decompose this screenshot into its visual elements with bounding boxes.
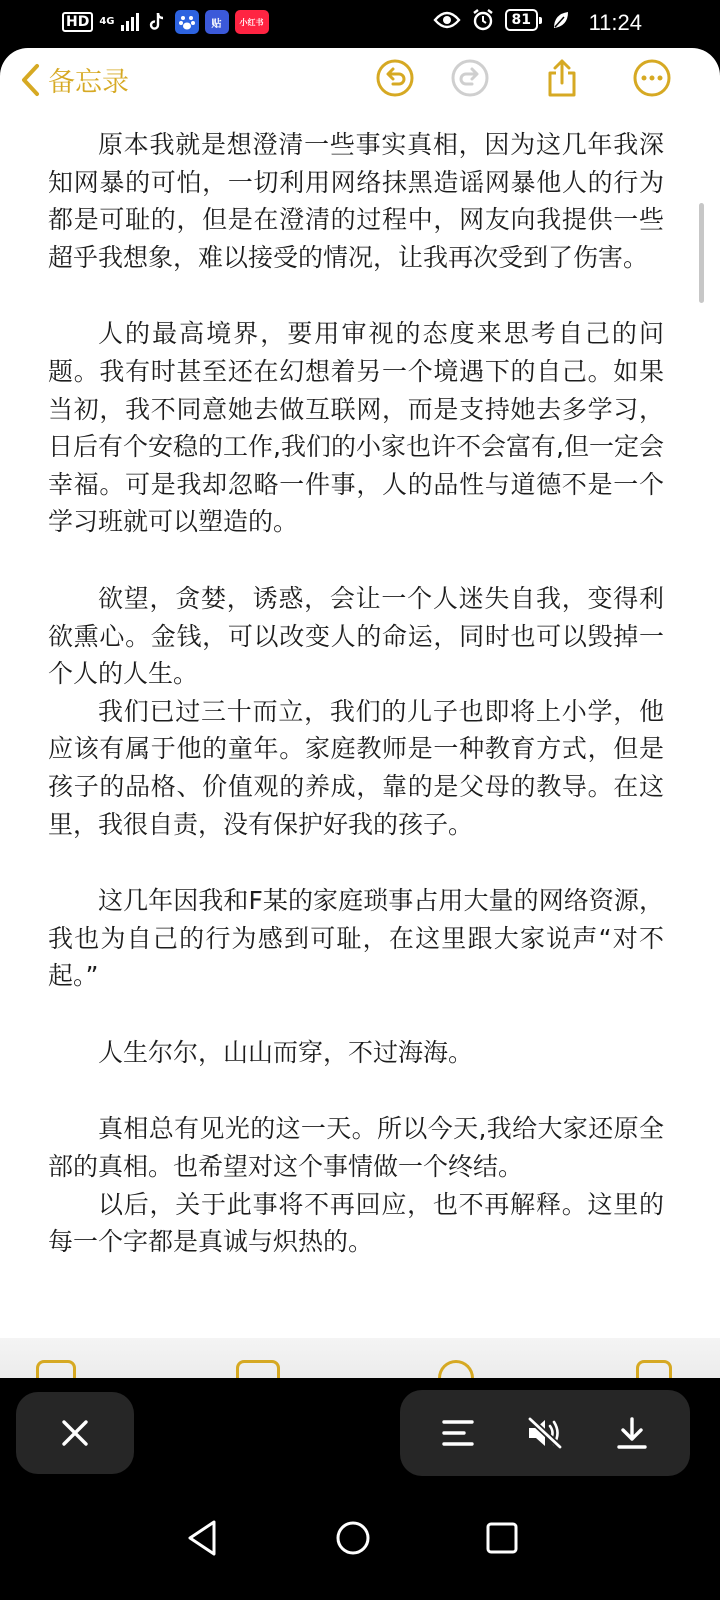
status-right [433,8,570,32]
clock: 11:24 [588,10,642,35]
battery-icon: 81 [505,9,538,31]
undo-button[interactable] [373,56,417,100]
undo-icon [375,58,415,98]
tieba-icon: 贴 [205,10,229,34]
mute-icon [526,1416,564,1450]
close-button[interactable] [16,1392,134,1474]
notes-toolbar [0,1338,720,1378]
xiaohongshu-icon: 小红书 [235,10,269,34]
camera-icon[interactable] [236,1360,280,1378]
redo-button[interactable] [448,56,492,100]
more-icon [632,58,672,98]
back-label: 备忘录 [48,67,129,98]
system-recents-button[interactable] [472,1508,532,1568]
more-button[interactable] [630,56,674,100]
checklist-icon[interactable] [36,1360,76,1378]
note-paragraph: 人的最高境界，要用审视的态度来思考自己的问题。我有时甚至还在幻想着另一个境遇下的自己。如果当初，我不同意她去做互联网，而是支持她去多学习，日后有个安稳的工作,我们的小家也许不会富有,但一定会幸福。可是我却忽略一件事，人的品性与道德不是一个学习班就可以塑造的。 [48,319,664,537]
note-paragraph: 人生尔尔，山山而穿，不过海海。 [98,1037,474,1067]
note-paragraph: 原本我就是想澄清一些事实真相，因为这几年我深知网暴的可怕，一切利用网络抹黑造谣网暴他人的行为都是可耻的，但是在澄清的过程中，网友向我提供一些超乎我想象，难以接受的情况，让我再次受到了伤害。 [48,130,664,272]
home-icon [335,1520,371,1556]
media-controls [400,1390,690,1476]
share-button[interactable] [540,56,584,100]
menu-icon [442,1419,474,1447]
download-button[interactable] [604,1405,660,1461]
markup-icon[interactable] [438,1360,474,1378]
share-icon [544,57,580,99]
back-button[interactable] [20,60,129,99]
notes-sheet [0,48,720,1378]
leaf-icon [552,10,570,30]
network-type: 4G [99,16,115,27]
eye-icon [433,10,461,30]
note-paragraph: 以后，关于此事将不再回应，也不再解释。这里的每一个字都是真诚与炽热的。 [48,1189,664,1257]
status-left [62,10,269,34]
mute-button[interactable] [517,1405,573,1461]
redo-icon [450,58,490,98]
chevron-left-icon [20,63,40,97]
note-paragraph: 欲望，贪婪，诱惑，会让一个人迷失自我，变得利欲熏心。金钱，可以改变人的命运，同时也可以毁掉一个人的人生。 [48,583,664,689]
scrollbar-thumb[interactable] [699,203,704,303]
signal-icon [121,13,139,31]
recents-icon [485,1521,519,1555]
system-home-button[interactable] [323,1508,383,1568]
note-body[interactable] [48,126,664,1261]
baidu-icon [175,10,199,34]
compose-icon[interactable] [636,1360,672,1378]
alarm-icon [471,8,495,32]
note-paragraph: 这几年因我和F某的家庭琐事占用大量的网络资源，我也为自己的行为感到可耻，在这里跟大家说声“对不起。” [48,886,664,991]
note-paragraph: 我们已过三十而立，我们的儿子也即将上小学，他应该有属于他的童年。家庭教师是一种教育方式，但是孩子的品格、价值观的养成，靠的是父母的教导。在这里，我很自责，没有保护好我的孩子。 [48,696,664,839]
note-paragraph: 真相总有见光的这一天。所以今天,我给大家还原全部的真相。也希望对这个事情做一个终结。 [48,1114,664,1182]
system-nav-bar [0,1488,720,1600]
back-icon [185,1519,219,1557]
hd-badge: HD [62,12,93,32]
menu-button[interactable] [430,1405,486,1461]
tiktok-icon [145,10,169,34]
download-icon [616,1416,648,1450]
close-icon [60,1418,90,1448]
status-bar [0,0,720,48]
system-back-button[interactable] [172,1508,232,1568]
